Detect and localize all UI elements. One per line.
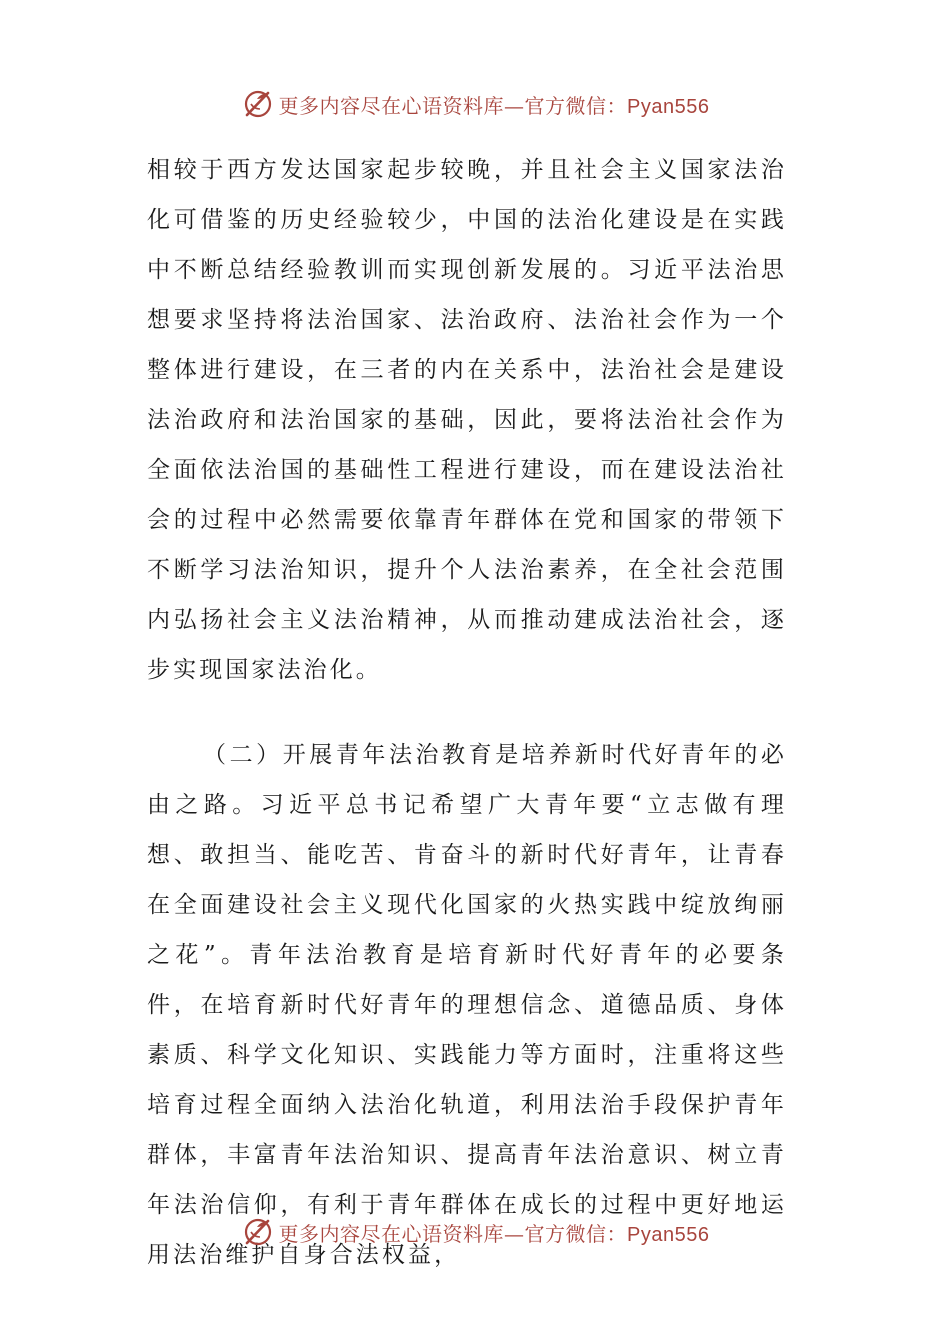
paragraph-2: （二）开展青年法治教育是培养新时代好青年的必由之路。习近平总书记希望广大青年要“立志做有理想、敢担当、能吃苦、肯奋斗的新时代好青年，让青春在全面建设社会主义现代化国家的火热实践中绽放绚丽之花”。青年法治教育是培育新时代好青年的必要条件，在培育新时代好青年的理想信念、道德品质、身体素质、科学文化知识、实践能力等方面时，注重将这些培育过程全面纳入法治化轨道，利用法治手段保护青年群体，丰富青年法治知识、提高青年法治意识、树立青年法治信仰，有利于青年群体在成长的过程中更好地运用法治维护自身合法权益，	[147, 742, 787, 1268]
document-body	[147, 145, 787, 1280]
footer-banner-text	[279, 1218, 710, 1247]
header-wechat-id: Pyan556	[627, 95, 710, 118]
paragraph-1: 相较于西方发达国家起步较晚，并且社会主义国家法治化可借鉴的历史经验较少，中国的法治化建设是在实践中不断总结经验教训而实现创新发展的。习近平法治思想要求坚持将法治国家、法治政府、法治社会作为一个整体进行建设，在三者的内在关系中，法治社会是建设法治政府和法治国家的基础，因此，要将法治社会作为全面依法治国的基础性工程进行建设，而在建设法治社会的过程中必然需要依靠青年群体在党和国家的带领下不断学习法治知识，提升个人法治素养，在全社会范围内弘扬社会主义法治精神，从而推动建成法治社会，逐步实现国家法治化。	[147, 157, 787, 683]
header-banner-text	[279, 90, 710, 119]
footer-banner-slogan: 更多内容尽在心语资料库—	[278, 1221, 525, 1246]
footer-banner	[0, 1212, 950, 1252]
header-banner	[0, 84, 950, 124]
footer-banner-official-label: 官方微信：	[524, 1221, 628, 1246]
header-banner-official-label: 官方微信：	[524, 93, 628, 118]
quill-seal-logo-icon	[241, 1215, 275, 1249]
footer-wechat-id: Pyan556	[627, 1223, 710, 1246]
quill-seal-logo-icon	[241, 87, 275, 121]
header-banner-slogan: 更多内容尽在心语资料库—	[278, 93, 525, 118]
